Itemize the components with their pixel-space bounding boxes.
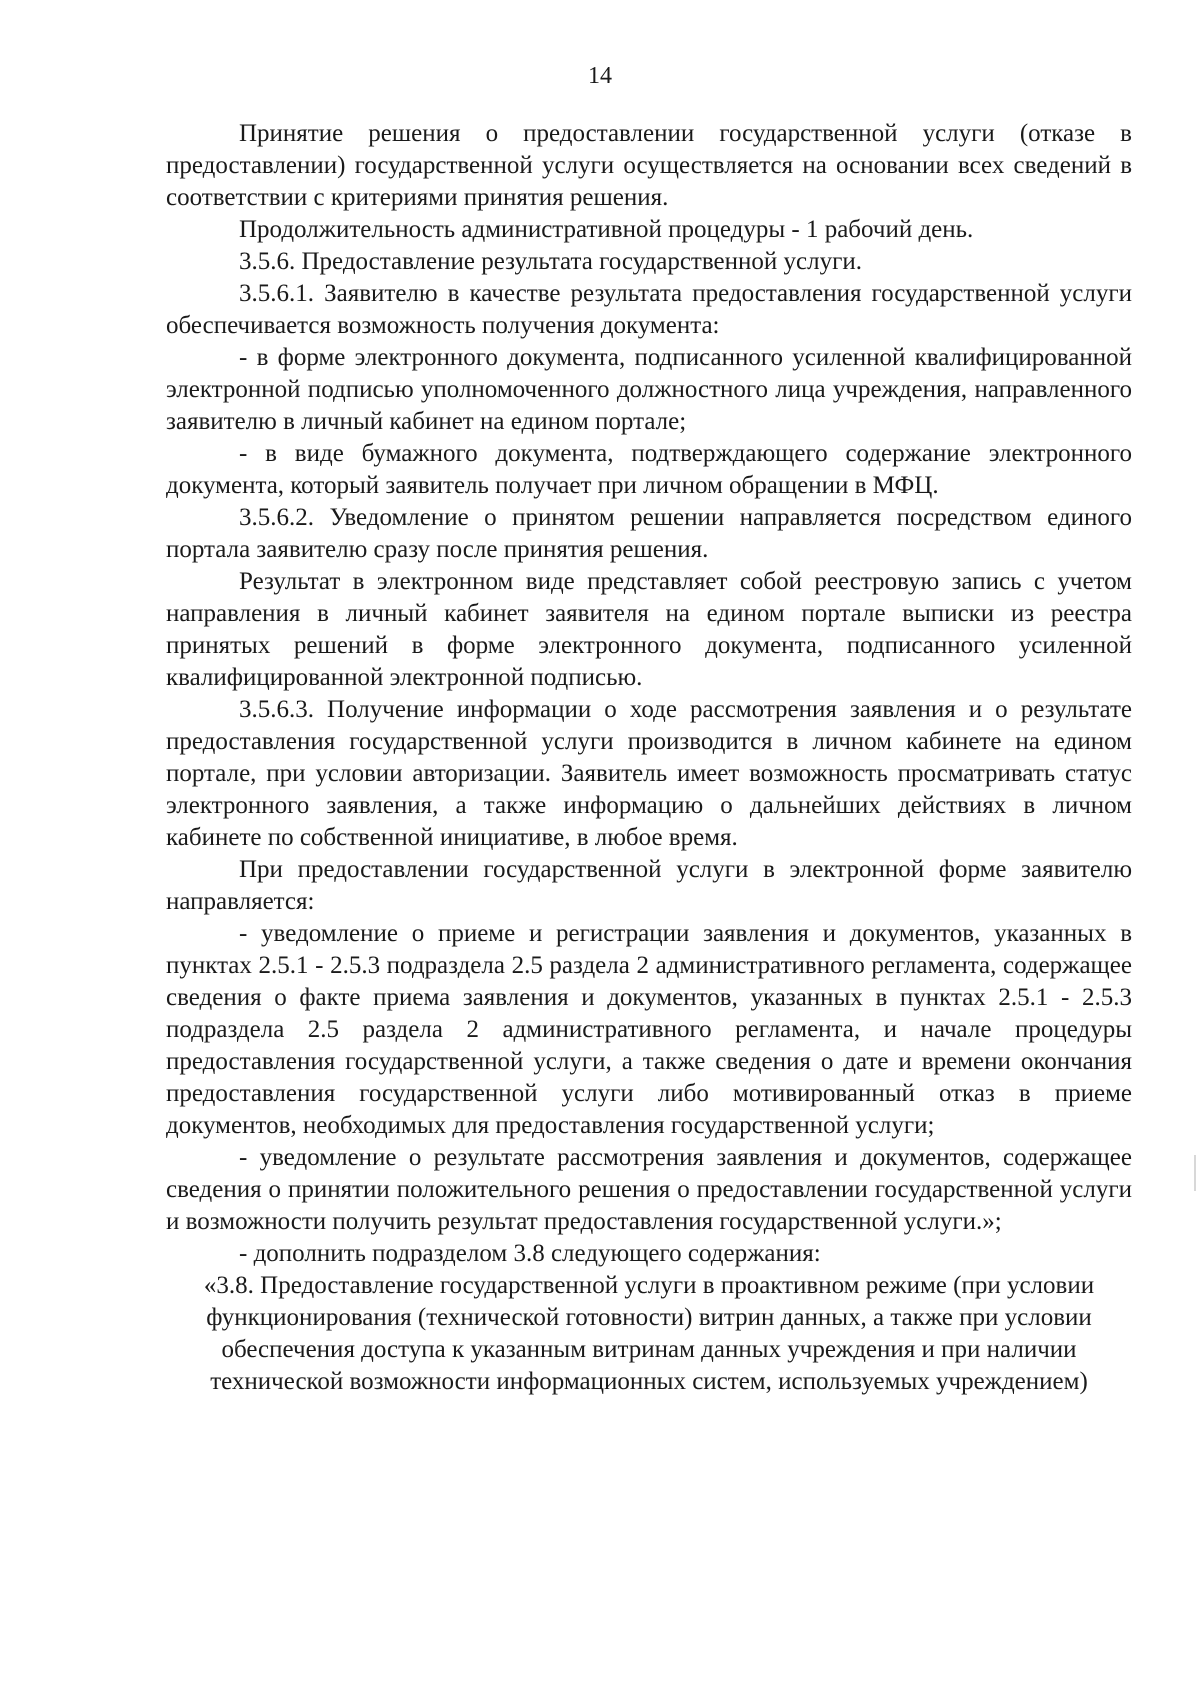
scan-edge-mark <box>1194 1155 1196 1191</box>
document-body <box>166 118 1132 1398</box>
paragraph-3-5-6: 3.5.6. Предоставление результата государственной услуги. <box>239 248 862 275</box>
section-heading-3-8: «3.8. Предоставление государственной услуги в проактивном режиме (при условии функционирования (технической готовности) витрин данных, а также при условии обеспечения доступа к указанным витринам данных учреждения и при наличии технической возможности информационных систем, используемых учреждением) <box>203 1272 1095 1395</box>
paragraph-3-5-6-3: 3.5.6.3. Получение информации о ходе рассмотрения заявления и о результате предоставления государственной услуги производится в личном кабинете на едином портале, при условии авторизации. Заявитель имеет возможность просматривать статус электронного заявления, а также информацию о дальнейших действиях в личном кабинете по собственной инициативе, в любое время. <box>166 696 1132 851</box>
paragraph-electronic-result: Результат в электронном виде представляет собой реестровую запись с учетом направления в личный кабинет заявителя на едином портале выписки из реестра принятых решений в форме электронного документа, подписанного усиленной квалифицированной электронной подписью. <box>166 568 1132 691</box>
paragraph-add-subsection: - дополнить подразделом 3.8 следующего содержания: <box>239 1240 821 1267</box>
paragraph-decision: Принятие решения о предоставлении государственной услуги (отказе в предоставлении) государственной услуги осуществляется на основании всех сведений в соответствии с критериями принятия решения. <box>166 120 1132 211</box>
list-item-electronic-document: - в форме электронного документа, подписанного усиленной квалифицированной электронной подписью уполномоченного должностного лица учреждения, направленного заявителю в личный кабинет на едином портале; <box>166 344 1132 435</box>
paragraph-notifications-intro: При предоставлении государственной услуги в электронной форме заявителю направляется: <box>166 856 1132 915</box>
list-item-receipt-notice: - уведомление о приеме и регистрации заявления и документов, указанных в пунктах 2.5.1 - 2.5.3 подраздела 2.5 раздела 2 административного регламента, содержащее сведения о факте приема заявления и документов, указанных в пунктах 2.5.1 - 2.5.3 подраздела 2.5 раздела 2 административного регламента, и начале процедуры предоставления государственной услуги, а также сведения о дате и времени окончания предоставления государственной услуги либо мотивированный отказ в приеме документов, необходимых для предоставления государственной услуги; <box>166 920 1132 1139</box>
paragraph-3-5-6-1: 3.5.6.1. Заявителю в качестве результата предоставления государственной услуги обеспечивается возможность получения документа: <box>166 280 1132 339</box>
paragraph-duration: Продолжительность административной процедуры - 1 рабочий день. <box>239 216 974 243</box>
list-item-result-notice: - уведомление о результате рассмотрения заявления и документов, содержащее сведения о принятии положительного решения о предоставлении государственной услуги и возможности получить результат предоставления государственной услуги.»; <box>166 1144 1132 1235</box>
list-item-paper-document: - в виде бумажного документа, подтверждающего содержание электронного документа, который заявитель получает при личном обращении в МФЦ. <box>166 440 1132 499</box>
page-number: 14 <box>588 63 612 89</box>
paragraph-3-5-6-2: 3.5.6.2. Уведомление о принятом решении направляется посредством единого портала заявителю сразу после принятия решения. <box>166 504 1132 563</box>
